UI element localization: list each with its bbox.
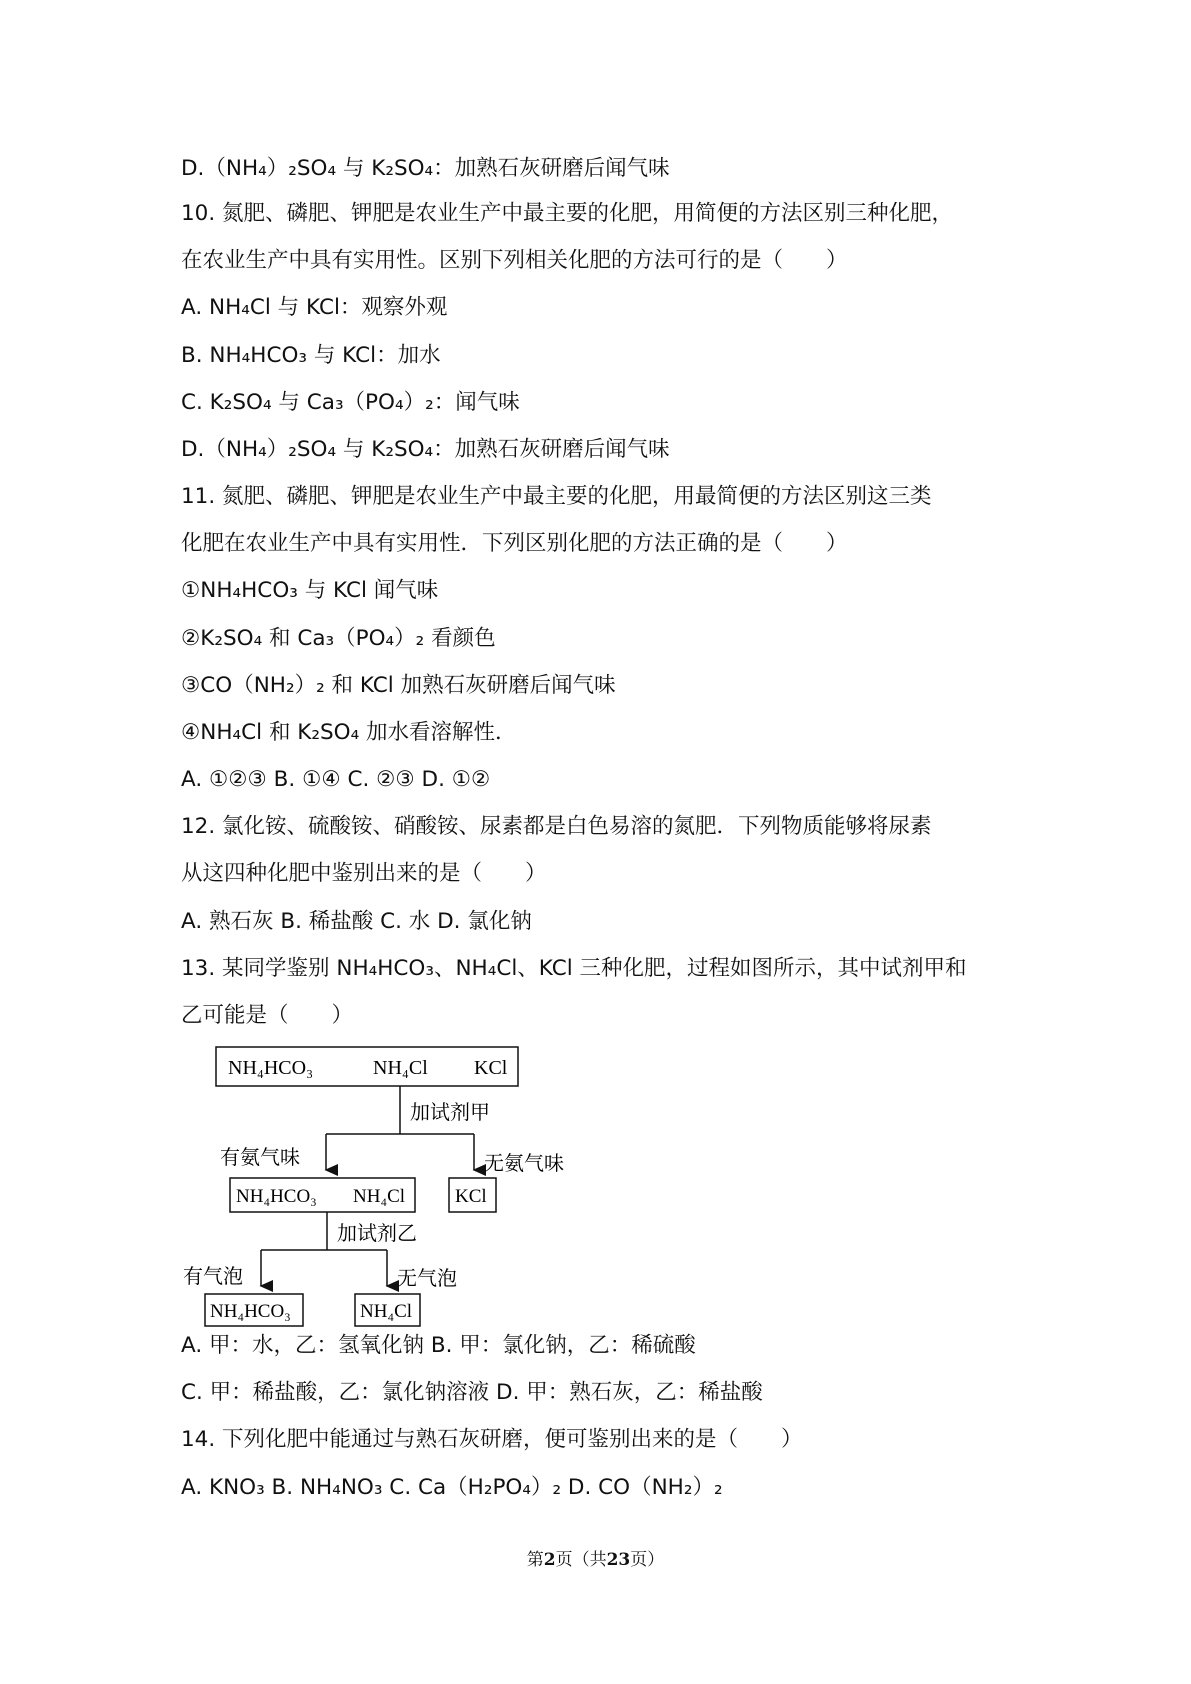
bottom-box-left-text: NH₄HCO₃ — [210, 1301, 291, 1322]
text-line: D.（NH₄）₂SO₄ 与 K₂SO₄：加熟石灰研磨后闻气味 — [181, 156, 670, 181]
text-line: 13. 某同学鉴别 NH₄HCO₃、NH₄Cl、KCl 三种化肥，过程如图所示，其中试剂甲和 — [181, 956, 967, 981]
text-line: ①NH₄HCO₃ 与 KCl 闻气味 — [181, 578, 439, 603]
reagent-a-label: 加试剂甲 — [410, 1100, 490, 1124]
top-box-item: KCl — [474, 1057, 508, 1079]
footer-suffix: 页） — [630, 1550, 665, 1570]
text-line: B. NH₄HCO₃ 与 KCl：加水 — [181, 343, 441, 368]
footer-middle: 页（共 — [555, 1550, 607, 1570]
right-branch-label: 无氨气味 — [484, 1151, 564, 1175]
mid-box-item: NH₄HCO₃ — [236, 1186, 317, 1207]
bubble-no-label: 无气泡 — [397, 1266, 457, 1290]
bottom-box-right — [355, 1294, 420, 1326]
text-line: C. K₂SO₄ 与 Ca₃（PO₄）₂：闻气味 — [181, 390, 520, 415]
text-line: C. 甲：稀盐酸，乙：氯化钠溶液 D. 甲：熟石灰，乙：稀盐酸 — [181, 1380, 763, 1405]
text-line: 10. 氮肥、磷肥、钾肥是农业生产中最主要的化肥，用简便的方法区别三种化肥， — [181, 201, 954, 226]
text-line: A. KNO₃ B. NH₄NO₃ C. Ca（H₂PO₄）₂ D. CO（NH₂）₂ — [181, 1475, 723, 1500]
text-line: 从这四种化肥中鉴别出来的是（ ） — [181, 861, 547, 886]
text-line: 12. 氯化铵、硫酸铵、硝酸铵、尿素都是白色易溶的氮肥．下列物质能够将尿素 — [181, 814, 932, 839]
text-line: 在农业生产中具有实用性。区别下列相关化肥的方法可行的是（ ） — [181, 248, 848, 273]
text-line: 11. 氮肥、磷肥、钾肥是农业生产中最主要的化肥，用最简便的方法区别这三类 — [181, 484, 932, 509]
text-line: 14. 下列化肥中能通过与熟石灰研磨，便可鉴别出来的是（ ） — [181, 1427, 803, 1452]
reagent-b-label: 加试剂乙 — [337, 1221, 417, 1245]
top-box-item: NH₄Cl — [373, 1057, 428, 1079]
top-box — [216, 1047, 518, 1086]
text-line: A. 熟石灰 B. 稀盐酸 C. 水 D. 氯化钠 — [181, 909, 532, 934]
text-line: ②K₂SO₄ 和 Ca₃（PO₄）₂ 看颜色 — [181, 626, 496, 651]
text-line: D.（NH₄）₂SO₄ 与 K₂SO₄：加熟石灰研磨后闻气味 — [181, 437, 670, 462]
footer-prefix: 第 — [526, 1550, 544, 1570]
footer-total-pages: 23 — [606, 1550, 631, 1570]
text-line: ③CO（NH₂）₂ 和 KCl 加熟石灰研磨后闻气味 — [181, 673, 616, 698]
mid-box-item: NH₄Cl — [353, 1186, 406, 1207]
page-footer — [0, 1545, 1191, 1570]
top-box-item: NH₄HCO₃ — [228, 1057, 314, 1079]
text-line: 化肥在农业生产中具有实用性．下列区别化肥的方法正确的是（ ） — [181, 531, 848, 556]
bubble-yes-label: 有气泡 — [183, 1264, 243, 1288]
text-line: A. 甲：水，乙：氢氧化钠 B. 甲：氯化钠，乙：稀硫酸 — [181, 1333, 696, 1358]
text-line: A. ①②③ B. ①④ C. ②③ D. ①② — [181, 767, 491, 792]
mid-box — [230, 1178, 415, 1212]
text-line: ④NH₄Cl 和 K₂SO₄ 加水看溶解性． — [181, 720, 517, 745]
bottom-box-right-text: NH₄Cl — [360, 1301, 413, 1322]
kcl-box-text: KCl — [455, 1186, 487, 1207]
text-line: 乙可能是（ ） — [181, 1003, 354, 1028]
text-line: A. NH₄Cl 与 KCl：观察外观 — [181, 295, 448, 320]
bottom-box-left — [205, 1294, 303, 1326]
left-branch-label: 有氨气味 — [220, 1145, 300, 1169]
footer-page-number: 2 — [543, 1550, 556, 1570]
kcl-box — [449, 1178, 496, 1212]
